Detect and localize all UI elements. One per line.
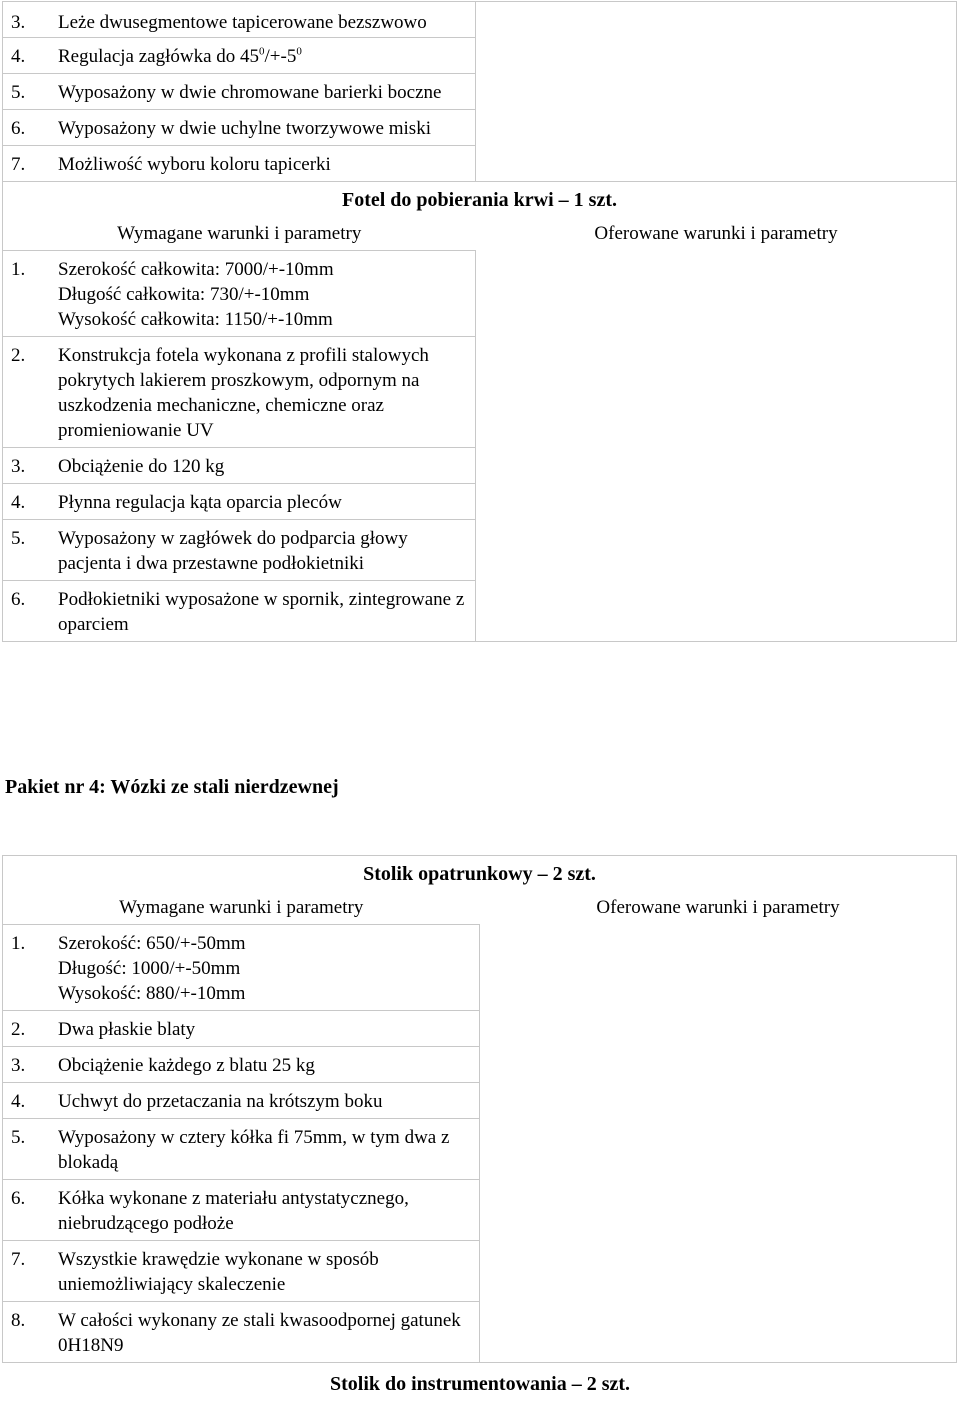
section-title-cell [3,856,957,890]
column-header-row [3,215,957,251]
item-text: Szerokość: 650/+-50mm Długość: 1000/+-50mm Wysokość: 880/+-10mm [58,933,246,1004]
section-title: Fotel do pobierania krwi – 1 szt. [342,189,617,211]
offered-column[interactable] [476,215,957,642]
item-number: 3. [11,456,26,477]
column-header-right-label: Oferowane warunki i parametry [594,223,838,244]
table-row [3,2,957,38]
item-text: Regulacja zagłówka do $45^0/+-5^0$ [58,45,302,67]
item-number: 3. [11,1055,26,1076]
item-text: W całości wykonany ze stali kwasoodpornej gatunek 0H18N9 [58,1310,461,1356]
requirement-cell [3,1241,480,1302]
requirement-cell [3,925,480,1011]
requirement-cell [3,38,476,74]
item-number: 4. [11,46,26,67]
item-text: Podłokietniki wyposażone w spornik, zintegrowane z oparciem [58,589,465,635]
item-text: Dwa płaskie blaty [58,1019,196,1040]
item-text: Wyposażony w dwie uchylne tworzywowe miski [58,118,431,139]
item-number: 7. [11,154,26,175]
column-header-right-label: Oferowane warunki i parametry [596,897,840,918]
item-number: 4. [11,1091,26,1112]
requirement-cell [3,1083,480,1119]
requirement-cell [3,2,476,38]
requirement-cell [3,74,476,110]
item-number: 6. [11,118,26,139]
requirement-cell [3,146,476,182]
requirement-cell [3,1119,480,1180]
requirement-cell [3,110,476,146]
requirement-cell [3,1011,480,1047]
item-text: Konstrukcja fotela wykonana z profili stalowych pokrytych lakierem proszkowym, odpornym na uszkodzenia mechaniczne, chemiczne oraz promieniowanie UV [58,345,429,441]
item-number: 5. [11,82,26,103]
item-number: 6. [11,589,26,610]
requirement-cell [3,251,476,337]
offered-cell[interactable] [476,2,957,182]
item-number: 8. [11,1310,26,1331]
pakiet-heading: Pakiet nr 4: Wózki ze stali nierdzewnej [5,776,339,798]
item-text: Płynna regulacja kąta oparcia pleców [58,492,342,513]
requirement-cell [3,484,476,520]
section-title-cell [3,182,957,216]
column-header-left [3,889,480,925]
item-text: Wyposażony w dwie chromowane barierki boczne [58,82,442,103]
requirement-cell [3,520,476,581]
requirement-cell [3,581,476,642]
requirement-cell [3,448,476,484]
item-number: 1. [11,933,26,954]
item-text: Wyposażony w cztery kółka fi 75mm, w tym dwa z blokadą [58,1127,450,1173]
offered-column[interactable] [480,889,957,1363]
column-header-left-label: Wymagane warunki i parametry [117,223,362,244]
column-header-row [3,889,957,925]
item-number: 6. [11,1188,26,1209]
item-text: Leże dwusegmentowe tapicerowane bezszwowo [58,12,427,33]
requirement-cell [3,1180,480,1241]
item-number: 1. [11,259,26,280]
item-number: 3. [11,12,26,33]
section-title-row [3,856,957,890]
next-section-title: Stolik do instrumentowania – 2 szt. [329,1373,631,1395]
requirement-cell [3,337,476,448]
requirement-cell [3,1302,480,1363]
item-number: 2. [11,345,26,366]
section-title: Stolik opatrunkowy – 2 szt. [363,863,596,885]
column-header-left [3,215,476,251]
item-number: 2. [11,1019,26,1040]
item-number: 4. [11,492,26,513]
item-number: 5. [11,528,26,549]
item-number: 7. [11,1249,26,1270]
item-text: Szerokość całkowita: 7000/+-10mm Długość całkowita: 730/+-10mm Wysokość całkowita: 1150/+-10mm [58,259,334,330]
item-number: 5. [11,1127,26,1148]
item-text: Obciążenie do 120 kg [58,456,225,477]
requirement-cell [3,1047,480,1083]
column-header-left-label: Wymagane warunki i parametry [119,897,364,918]
item-text: Wszystkie krawędzie wykonane w sposób uniemożliwiający skaleczenie [58,1249,379,1295]
spec-table-fotel [2,1,957,642]
spec-table-stolik [2,855,957,1363]
item-text: Wyposażony w zagłówek do podparcia głowy pacjenta i dwa przestawne podłokietniki [58,528,408,574]
section-title-row [3,182,957,216]
item-text: Uchwyt do przetaczania na krótszym boku [58,1091,383,1112]
item-text: Obciążenie każdego z blatu 25 kg [58,1055,315,1076]
item-text: Możliwość wyboru koloru tapicerki [58,154,331,175]
item-text: Kółka wykonane z materiału antystatycznego, niebrudzącego podłoże [58,1188,409,1234]
